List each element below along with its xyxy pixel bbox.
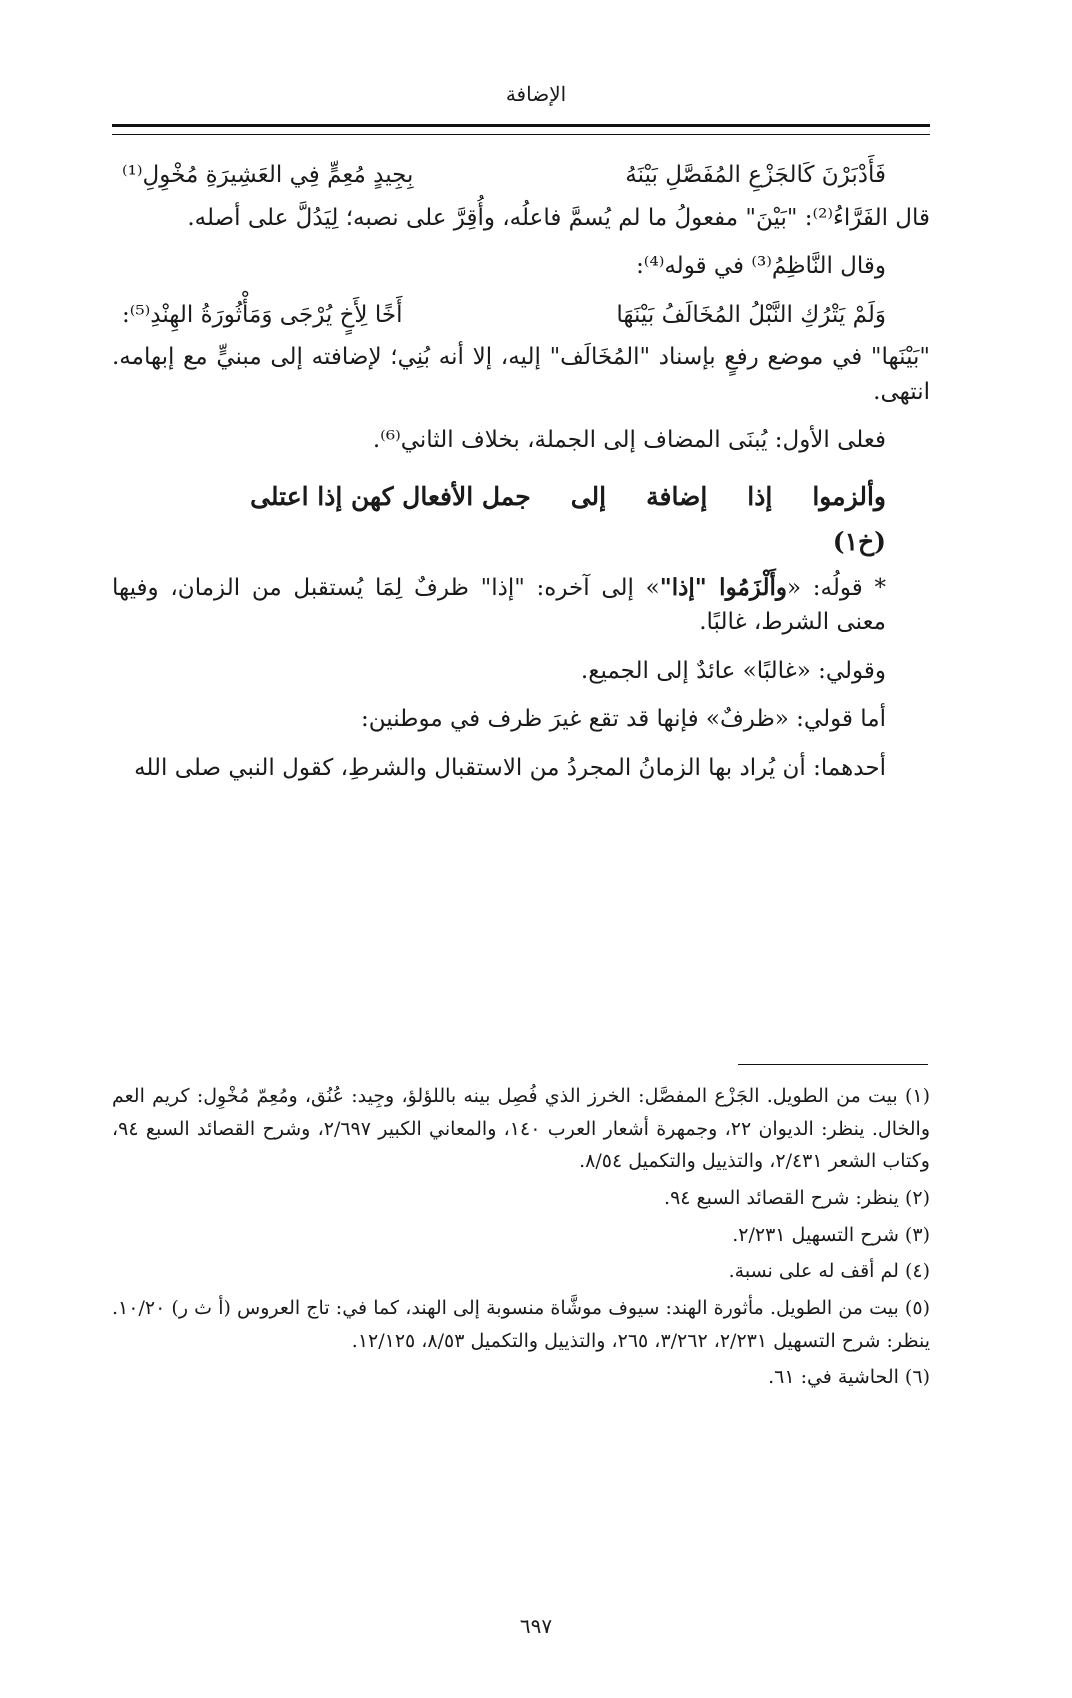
paragraph-farra: قال الفَرَّاءُ⁽²⁾: "بَيْنَ" مفعولُ ما لم يُسمَّ فاعلُه، وأُقِرَّ على نصبه؛ لِيَدُلَّ على أصله. [187, 204, 930, 231]
footnote-4: (٤) لم أقف له على نسبة. [728, 1260, 930, 1283]
paragraph-ghaliban: وقولي: «غالبًا» عائدٌ إلى الجميع. [580, 657, 886, 684]
main-text [112, 152, 930, 785]
commentary-lead: * قولُه: « [786, 574, 886, 601]
footnote-6: (٦) الحاشية في: ٦١. [768, 1366, 930, 1389]
footnote-3: (٣) شرح التسهيل ٢/٢٣١. [732, 1223, 930, 1246]
footnote-2: (٢) ينظر: شرح القصائد السبع ٩٤. [664, 1187, 930, 1210]
manuscript-code: (خ١) [832, 527, 886, 556]
paragraph-first-case: أحدهما: أن يُراد بها الزمانُ المجردُ من الاستقبال والشرطِ، كقول النبي صلى الله [134, 754, 886, 781]
footnotes [112, 1080, 930, 1398]
verse-2-first-hemistich: وَلَمْ يَتْرُكِ النَّبْلُ المُخَالَفُ بَيْنَهَا [616, 301, 886, 328]
paragraph-zarf: أما قولي: «ظرفٌ» فإنها قد تقع غيرَ ظرف في موطنين: [361, 706, 886, 732]
paragraph-commentary [112, 571, 930, 640]
commentary-rest: » إلى آخره: "إذا" ظرفٌ لِمَا يُستقبل من الزمان، وفيها معنى الشرط، غالبًا. [112, 574, 886, 635]
footnote-5: (٥) بيت من الطويل. مأثورة الهند: سيوف موشَّاة منسوبة إلى الهند، كما في: تاج العروس (أ ث ر) ١٠/٢٠. ينظر: شرح التسهيل ٢/٢٣١، ٣/٢٦٢، ٢٦٥، والتذييل والتكميل ٨/٥٣، ١٢/١٢٥. [112, 1297, 930, 1352]
alfiyya-verse-word-4: إلى [570, 481, 607, 511]
paragraph-baynaha: "بَيْنَها" في موضع رفعٍ بإسناد "المُخَالَف" إليه، إلا أنه بُنِي؛ لإضافته إلى مبنيٍّ مع إبهامه. انتهى. [112, 344, 930, 405]
page-number: ٦٩٧ [519, 1614, 553, 1638]
verse-2-second-hemistich: أَخًا لِأَخٍ يُرْجَى وَمَأْثُورَةُ الهِنْدِ⁽⁵⁾: [122, 301, 403, 328]
footnote-1: (١) بيت من الطويل. الجَزْع المفصَّل: الخرز الذي فُصِل بينه باللؤلؤ، وجِيد: عُنُق، ومُعِمّ مُخْوِل: كريم العم والخال. ينظر: الديوان ٢٢، وجمهرة أشعار العرب ١٤٠، والمعاني الكبير ٢/٦٩٧، وشرح القصائد السبع ٩٤، وكتاب الشعر ٢/٤٣١، والتذييل والتكميل ٨/٥٤. [112, 1085, 931, 1173]
alfiyya-verse-word-5: جمل الأفعال كهن إذا اعتلى [250, 481, 531, 511]
alfiyya-verse-word-2: إذا [747, 481, 773, 511]
verse-1 [112, 158, 930, 193]
verse-2 [112, 298, 930, 333]
paragraph-conclusion: فعلى الأول: يُبنَى المضاف إلى الجملة، بخلاف الثاني⁽⁶⁾. [372, 427, 886, 453]
header-rule-thin [112, 134, 930, 135]
verse-1-second-hemistich: بِجِيدٍ مُعِمٍّ فِي العَشِيرَةِ مُخْوِلِ⁽¹⁾ [122, 162, 414, 188]
alfiyya-verse-word-1: وألزموا [812, 481, 886, 511]
footnote-separator [738, 1064, 928, 1065]
header-rule-thick [112, 124, 930, 127]
running-header: الإضافة [505, 82, 567, 106]
paragraph-nazim: وقال النَّاظِمُ⁽³⁾ في قوله⁽⁴⁾: [636, 253, 886, 279]
verse-1-first-hemistich: فَأَدْبَرْنَ كَالجَزْعِ المُفَصَّلِ بَيْنَهُ [625, 162, 886, 188]
alfiyya-verse-word-3: إضافة [646, 481, 708, 511]
alfiyya-verse [112, 478, 930, 516]
commentary-quote: وأَلْزَمُوا "إذا" [659, 573, 787, 601]
